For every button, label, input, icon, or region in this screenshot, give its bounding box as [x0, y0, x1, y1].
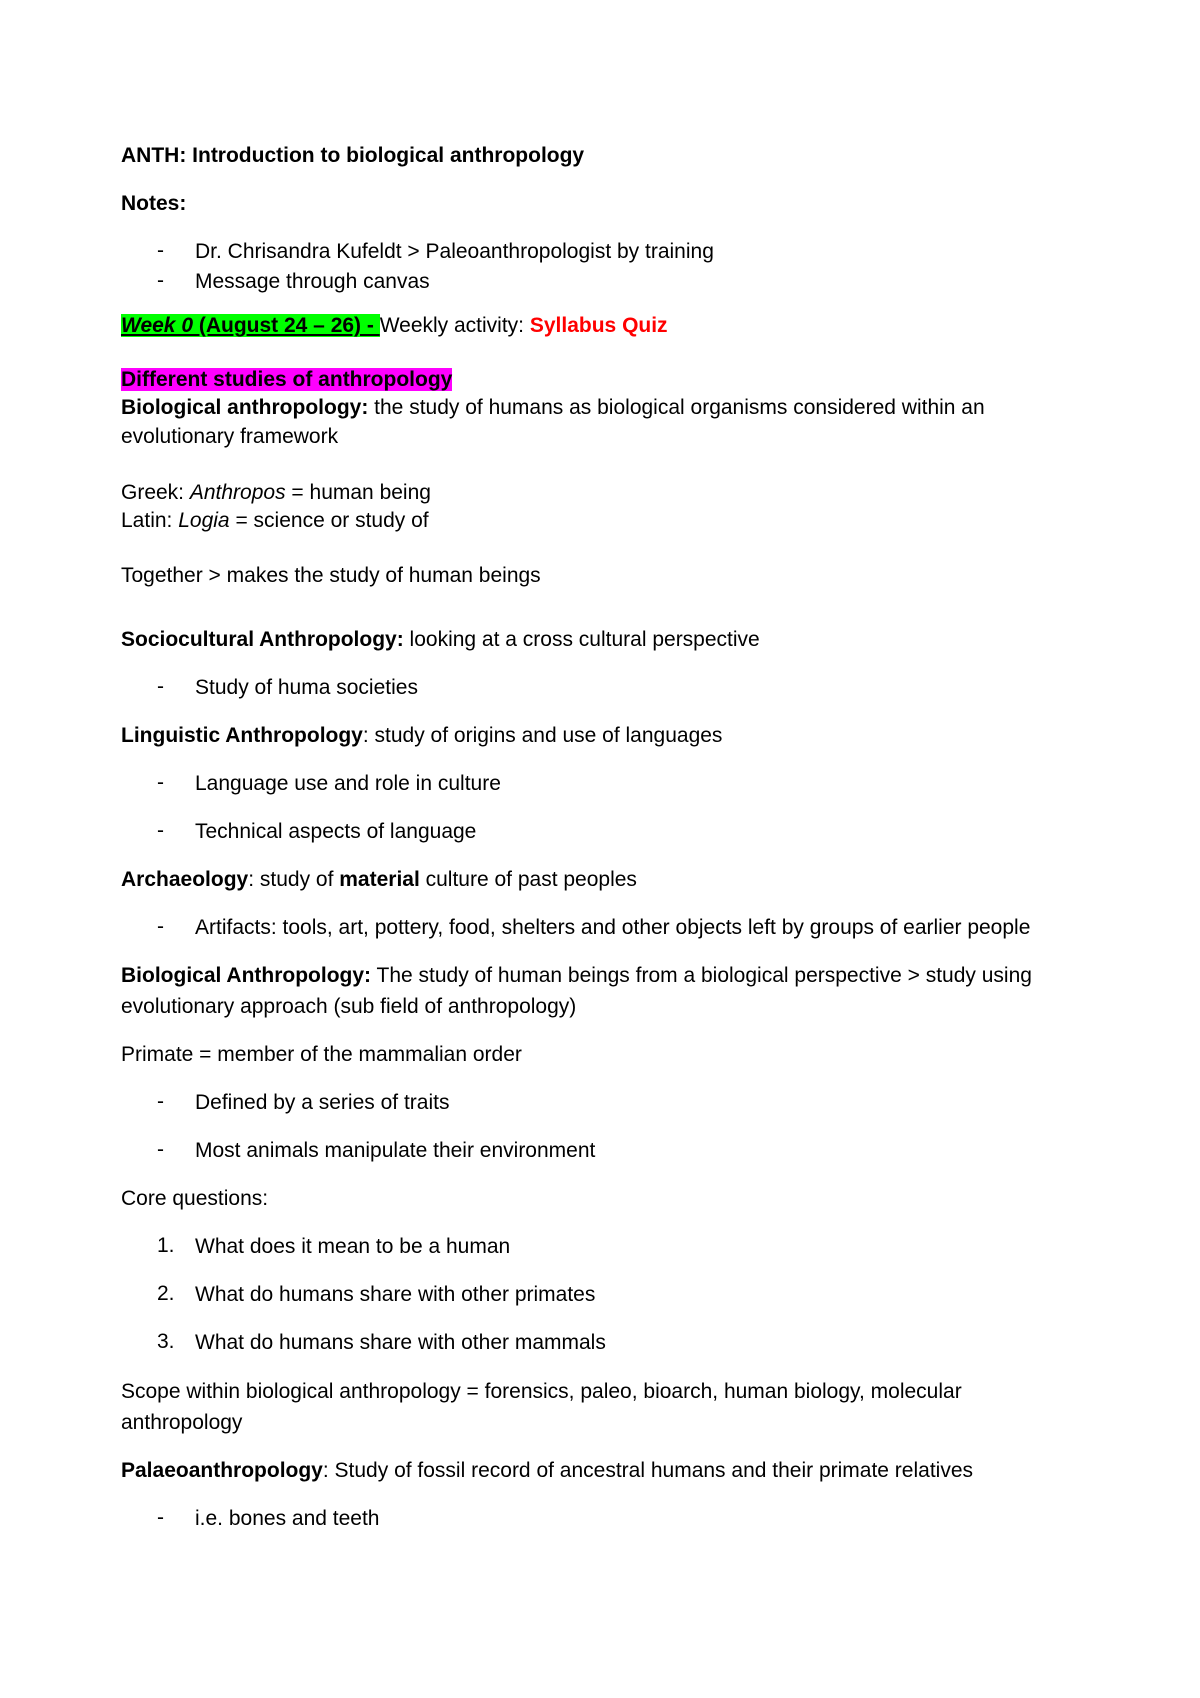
together-line: Together > makes the study of human beings [121, 564, 541, 587]
list-item: Technical aspects of language [195, 820, 477, 843]
bio-anthropology-line-1: Biological Anthropology: The study of human beings from a biological perspective > study using [121, 964, 1032, 987]
linguistic-definition: Linguistic Anthropology: study of origins and use of languages [121, 724, 723, 747]
bullet-marker: - [157, 1506, 164, 1529]
greek-etymology: Greek: Anthropos = human being [121, 481, 431, 504]
activity-name: Syllabus Quiz [529, 314, 668, 337]
archaeology-definition: Archaeology: study of material culture of past peoples [121, 868, 637, 891]
list-number: 3. [157, 1330, 175, 1353]
list-number: 1. [157, 1234, 175, 1257]
list-item: i.e. bones and teeth [195, 1507, 380, 1530]
section-heading: Different studies of anthropology [121, 368, 453, 391]
primate-definition: Primate = member of the mammalian order [121, 1043, 522, 1066]
bullet-marker: - [157, 771, 164, 794]
bullet-marker: - [157, 675, 164, 698]
week-line [121, 313, 668, 339]
list-number: 2. [157, 1282, 175, 1305]
week-dates: (August 24 – 26) - [193, 314, 380, 337]
core-questions-label: Core questions: [121, 1187, 269, 1210]
note-item: Dr. Chrisandra Kufeldt > Paleoanthropologist by training [195, 240, 714, 263]
bio-definition-line-1: Biological anthropology: the study of humans as biological organisms considered within an [121, 396, 985, 419]
bullet-marker: - [157, 1090, 164, 1113]
note-item: Message through canvas [195, 270, 430, 293]
notes-label: Notes: [121, 192, 187, 215]
bio-anthropology-line-2: evolutionary approach (sub field of anthropology) [121, 995, 577, 1018]
numbered-item: What do humans share with other primates [195, 1283, 596, 1306]
bio-definition-line-2: evolutionary framework [121, 425, 339, 448]
list-item: Defined by a series of traits [195, 1091, 450, 1114]
scope-line-1: Scope within biological anthropology = forensics, paleo, bioarch, human biology, molecular [121, 1380, 962, 1403]
latin-etymology: Latin: Logia = science or study of [121, 509, 429, 532]
activity-prefix: Weekly activity: [379, 314, 530, 337]
list-item: Language use and role in culture [195, 772, 501, 795]
document-title: ANTH: Introduction to biological anthropology [121, 144, 585, 167]
list-item: Most animals manipulate their environment [195, 1139, 596, 1162]
numbered-item: What do humans share with other mammals [195, 1331, 606, 1354]
list-item: Artifacts: tools, art, pottery, food, shelters and other objects left by groups of earlier people [195, 916, 1031, 939]
bullet-marker: - [157, 915, 164, 938]
bullet-marker: - [157, 819, 164, 842]
bullet-marker: - [157, 239, 164, 262]
sociocultural-definition: Sociocultural Anthropology: looking at a cross cultural perspective [121, 628, 760, 651]
palaeo-definition: Palaeoanthropology: Study of fossil record of ancestral humans and their primate relatives [121, 1459, 973, 1482]
bullet-marker: - [157, 1138, 164, 1161]
scope-line-2: anthropology [121, 1411, 243, 1434]
week-label: Week 0 [121, 314, 193, 337]
list-item: Study of huma societies [195, 676, 418, 699]
bullet-marker: - [157, 269, 164, 292]
numbered-item: What does it mean to be a human [195, 1235, 511, 1258]
